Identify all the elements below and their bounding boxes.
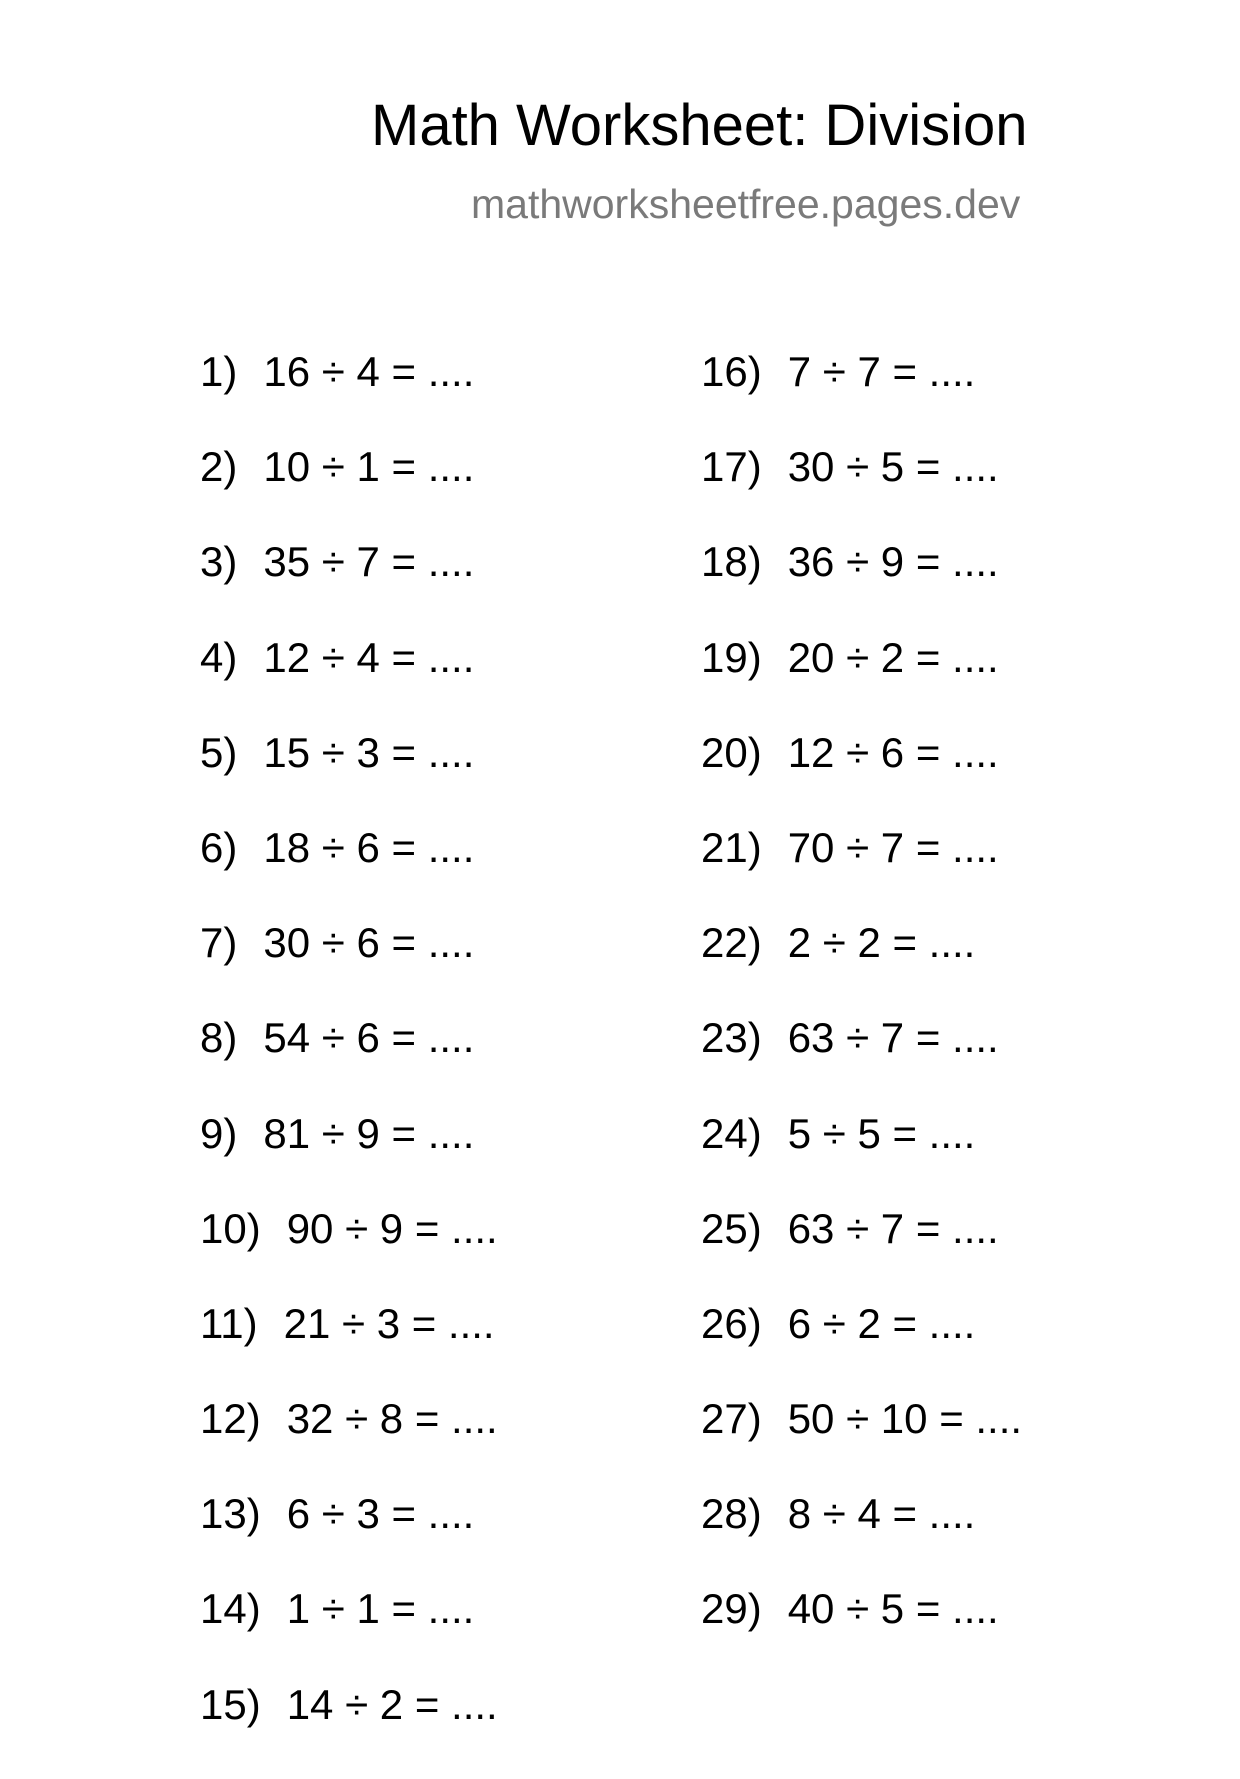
problem-expression: 6 ÷ 2 = .... <box>787 1299 976 1347</box>
problem-number: 29) <box>701 1585 762 1633</box>
problem-number: 19) <box>701 633 762 681</box>
problem-expression: 30 ÷ 5 = .... <box>787 443 999 491</box>
problem-item <box>200 823 498 922</box>
problem-number: 13) <box>200 1490 261 1538</box>
problem-expression: 14 ÷ 2 = .... <box>286 1680 498 1728</box>
problem-number: 26) <box>701 1299 762 1347</box>
problem-column-right <box>701 348 1023 1684</box>
problem-number: 11) <box>200 1299 258 1347</box>
problem-item <box>200 538 498 636</box>
problem-item <box>701 1299 1022 1398</box>
problem-item <box>200 1585 498 1683</box>
problem-number: 5) <box>200 728 238 776</box>
problem-expression: 40 ÷ 5 = .... <box>787 1585 999 1633</box>
page-title: Math Worksheet: Division <box>371 93 1028 158</box>
problem-number: 20) <box>701 728 762 776</box>
problem-expression: 5 ÷ 5 = .... <box>787 1109 976 1157</box>
problem-expression: 12 ÷ 4 = .... <box>263 633 475 681</box>
problem-expression: 63 ÷ 7 = .... <box>787 1014 999 1062</box>
problem-item <box>200 1395 498 1493</box>
problem-expression: 16 ÷ 4 = .... <box>263 348 475 395</box>
problem-item <box>701 1109 1022 1208</box>
problem-expression: 12 ÷ 6 = .... <box>787 728 999 776</box>
problem-number: 24) <box>701 1109 762 1157</box>
problem-item <box>200 1204 498 1303</box>
problem-expression: 70 ÷ 7 = .... <box>787 823 999 871</box>
problem-expression: 7 ÷ 7 = .... <box>787 348 976 395</box>
problem-expression: 21 ÷ 3 = .... <box>283 1299 495 1347</box>
problem-item <box>200 348 498 446</box>
problem-expression: 15 ÷ 3 = .... <box>263 728 475 776</box>
problem-item <box>701 443 1022 541</box>
problem-number: 3) <box>200 538 238 586</box>
problem-number: 9) <box>200 1109 238 1157</box>
problem-item <box>200 633 498 732</box>
problem-item <box>701 823 1022 922</box>
problem-item <box>701 1204 1022 1303</box>
problem-item <box>701 1585 1022 1683</box>
problem-expression: 90 ÷ 9 = .... <box>286 1204 498 1252</box>
problem-number: 21) <box>701 823 762 871</box>
problem-item <box>701 348 1022 446</box>
problem-item <box>200 1299 498 1398</box>
problem-item <box>701 1490 1022 1588</box>
problem-number: 16) <box>701 348 762 395</box>
problem-item <box>200 443 498 541</box>
problem-item <box>200 1109 498 1208</box>
problem-expression: 18 ÷ 6 = .... <box>263 823 475 871</box>
problem-number: 12) <box>200 1395 261 1443</box>
problem-item <box>200 919 498 1017</box>
problem-number: 14) <box>200 1585 261 1633</box>
problem-item <box>701 919 1022 1017</box>
problem-number: 28) <box>701 1490 762 1538</box>
problem-item <box>701 1014 1022 1112</box>
problem-expression: 10 ÷ 1 = .... <box>263 443 475 491</box>
problem-number: 10) <box>200 1204 261 1252</box>
problem-number: 17) <box>701 443 762 491</box>
problem-item <box>701 633 1022 732</box>
problem-number: 15) <box>200 1680 261 1728</box>
problem-item <box>200 1014 498 1112</box>
problem-expression: 6 ÷ 3 = .... <box>286 1490 475 1538</box>
problem-number: 1) <box>200 348 238 395</box>
problem-item <box>701 728 1022 827</box>
problem-number: 4) <box>200 633 238 681</box>
problem-expression: 36 ÷ 9 = .... <box>787 538 999 586</box>
problem-item <box>701 1395 1023 1493</box>
problem-column-left <box>200 348 498 1779</box>
problem-item <box>200 728 498 827</box>
problem-item <box>701 538 1022 636</box>
problem-number: 27) <box>701 1395 762 1443</box>
problem-expression: 35 ÷ 7 = .... <box>263 538 475 586</box>
problem-number: 2) <box>200 443 238 491</box>
problem-number: 6) <box>200 823 238 871</box>
problem-expression: 1 ÷ 1 = .... <box>286 1585 475 1633</box>
problem-item <box>200 1680 498 1779</box>
problem-expression: 50 ÷ 10 = .... <box>787 1395 1023 1443</box>
source-url: mathworksheetfree.pages.dev <box>471 181 1021 227</box>
problem-expression: 32 ÷ 8 = .... <box>286 1395 498 1443</box>
problem-number: 8) <box>200 1014 238 1062</box>
problem-expression: 2 ÷ 2 = .... <box>787 919 976 967</box>
problem-number: 25) <box>701 1204 762 1252</box>
problem-number: 22) <box>701 919 762 967</box>
problem-expression: 63 ÷ 7 = .... <box>787 1204 999 1252</box>
problem-expression: 8 ÷ 4 = .... <box>787 1490 976 1538</box>
problem-number: 7) <box>200 919 238 967</box>
problem-number: 23) <box>701 1014 762 1062</box>
problem-item <box>200 1490 498 1588</box>
problem-expression: 20 ÷ 2 = .... <box>787 633 999 681</box>
problem-number: 18) <box>701 538 762 586</box>
problem-expression: 54 ÷ 6 = .... <box>263 1014 475 1062</box>
problem-expression: 30 ÷ 6 = .... <box>263 919 475 967</box>
problem-expression: 81 ÷ 9 = .... <box>263 1109 475 1157</box>
